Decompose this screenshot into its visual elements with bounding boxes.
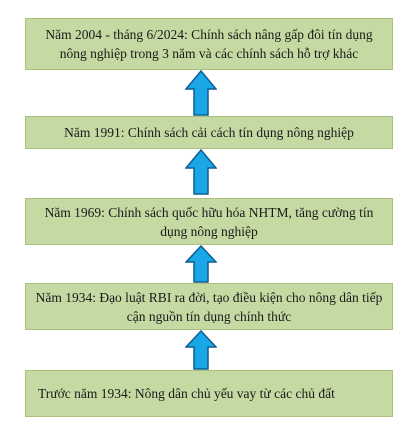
- step-text-1969: Năm 1969: Chính sách quốc hữu hóa NHTM, tăng cường tín dụng nông nghiệp: [44, 204, 374, 239]
- step-box-before-1934: [25, 370, 393, 417]
- step-text-1934: Năm 1934: Đạo luật RBI ra đời, tạo điều kiện cho nông dân tiếp cận nguồn tín dụng chính thức: [35, 289, 383, 324]
- up-arrow-icon: [185, 330, 217, 370]
- step-text-2004-2024: Năm 2004 - tháng 6/2024: Chính sách nâng gấp đôi tín dụng nông nghiệp trong 3 năm và các chính sách hỗ trợ khác: [45, 27, 373, 61]
- step-box-1934: [25, 283, 393, 330]
- step-box-2004-2024: [25, 18, 393, 70]
- step-text-1991: Năm 1991: Chính sách cải cách tín dụng nông nghiệp: [64, 125, 354, 140]
- up-arrow-icon: [185, 245, 217, 283]
- up-arrow-icon: [185, 149, 217, 195]
- step-box-1991: [25, 116, 393, 149]
- up-arrow-icon: [185, 70, 217, 116]
- step-text-before-1934: Trước năm 1934: Nông dân chủ yếu vay từ các chủ đất: [38, 386, 335, 401]
- step-box-1969: [25, 198, 393, 245]
